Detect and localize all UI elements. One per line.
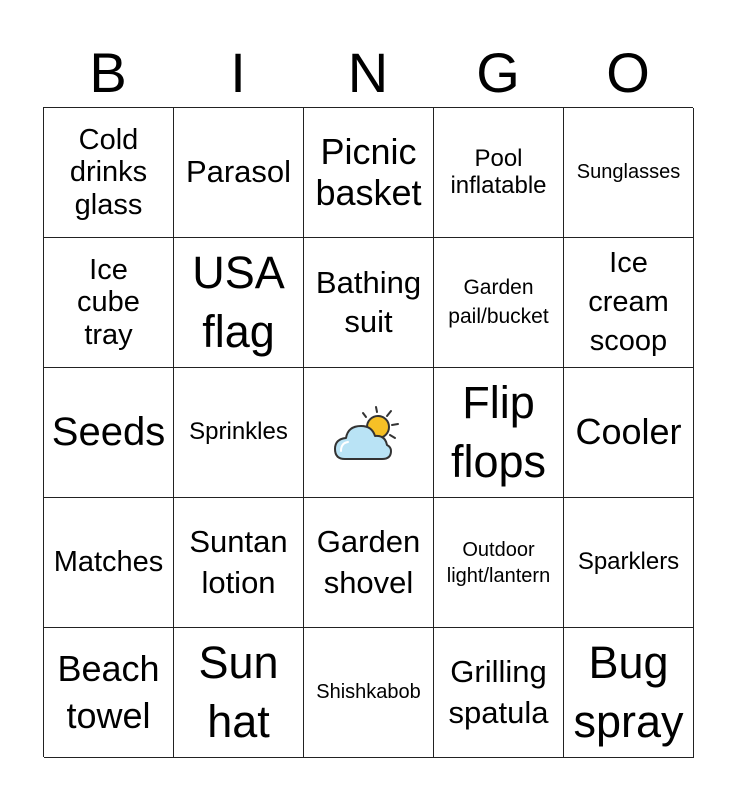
bingo-cell[interactable] [434,108,564,238]
bingo-header [43,40,693,106]
cell-label: Seeds [51,410,166,455]
header-letter-o: O [606,41,650,104]
bingo-cell[interactable] [44,498,174,628]
bingo-cell[interactable] [304,628,434,758]
bingo-cell[interactable] [174,108,304,238]
bingo-cell[interactable] [174,628,304,758]
sun-behind-cloud-icon [329,393,409,473]
bingo-cell[interactable] [174,238,304,368]
cell-label: Suntan lotion [189,524,288,600]
cell-label: Cooler [575,411,682,453]
free-space-cell[interactable] [304,368,434,498]
bingo-cell[interactable] [564,238,694,368]
bingo-cell[interactable] [564,368,694,498]
cell-label: Bug spray [573,637,684,747]
cell-label: Outdoor light/lantern [446,538,551,587]
bingo-cell[interactable] [434,368,564,498]
cell-label: Flip flops [450,377,547,487]
bingo-cell[interactable] [304,238,434,368]
cell-label: Matches [53,546,164,579]
bingo-cell[interactable] [44,368,174,498]
bingo-cell[interactable] [434,238,564,368]
cell-label: Pool inflatable [450,144,547,199]
cell-label: Garden shovel [316,524,421,600]
cell-label: Sun hat [198,637,279,747]
header-letter-n: N [347,41,389,104]
cell-label: Grilling spatula [448,654,549,730]
bingo-cell[interactable] [174,498,304,628]
cell-label: Bathing suit [315,264,422,339]
bingo-cell[interactable] [174,368,304,498]
bingo-cell[interactable] [564,108,694,238]
cell-label: Ice cream scoop [588,246,669,358]
bingo-board [43,107,693,757]
cell-label: Sparklers [577,548,680,576]
cell-label: Shishkabob [316,681,421,704]
header-letter-g: G [476,41,520,104]
bingo-cell[interactable] [304,108,434,238]
bingo-cell[interactable] [44,238,174,368]
bingo-cell[interactable] [44,628,174,758]
header-letter-i: I [230,41,246,104]
cell-label: Sunglasses [576,161,681,184]
cell-label: Ice cube tray [77,253,140,351]
cell-label: Picnic basket [315,131,422,213]
cell-label: Cold drinks glass [69,123,148,221]
bingo-cell[interactable] [564,498,694,628]
cell-label: Garden pail/bucket [448,276,549,328]
bingo-cell[interactable] [44,108,174,238]
bingo-cell[interactable] [564,628,694,758]
cell-label: USA flag [192,247,285,357]
cell-label: Parasol [185,154,292,190]
bingo-cell[interactable] [304,498,434,628]
bingo-cell[interactable] [434,628,564,758]
header-letter-b: B [89,41,127,104]
cell-label: Sprinkles [189,418,288,446]
bingo-cell[interactable] [434,498,564,628]
cell-label: Beach towel [57,647,160,736]
